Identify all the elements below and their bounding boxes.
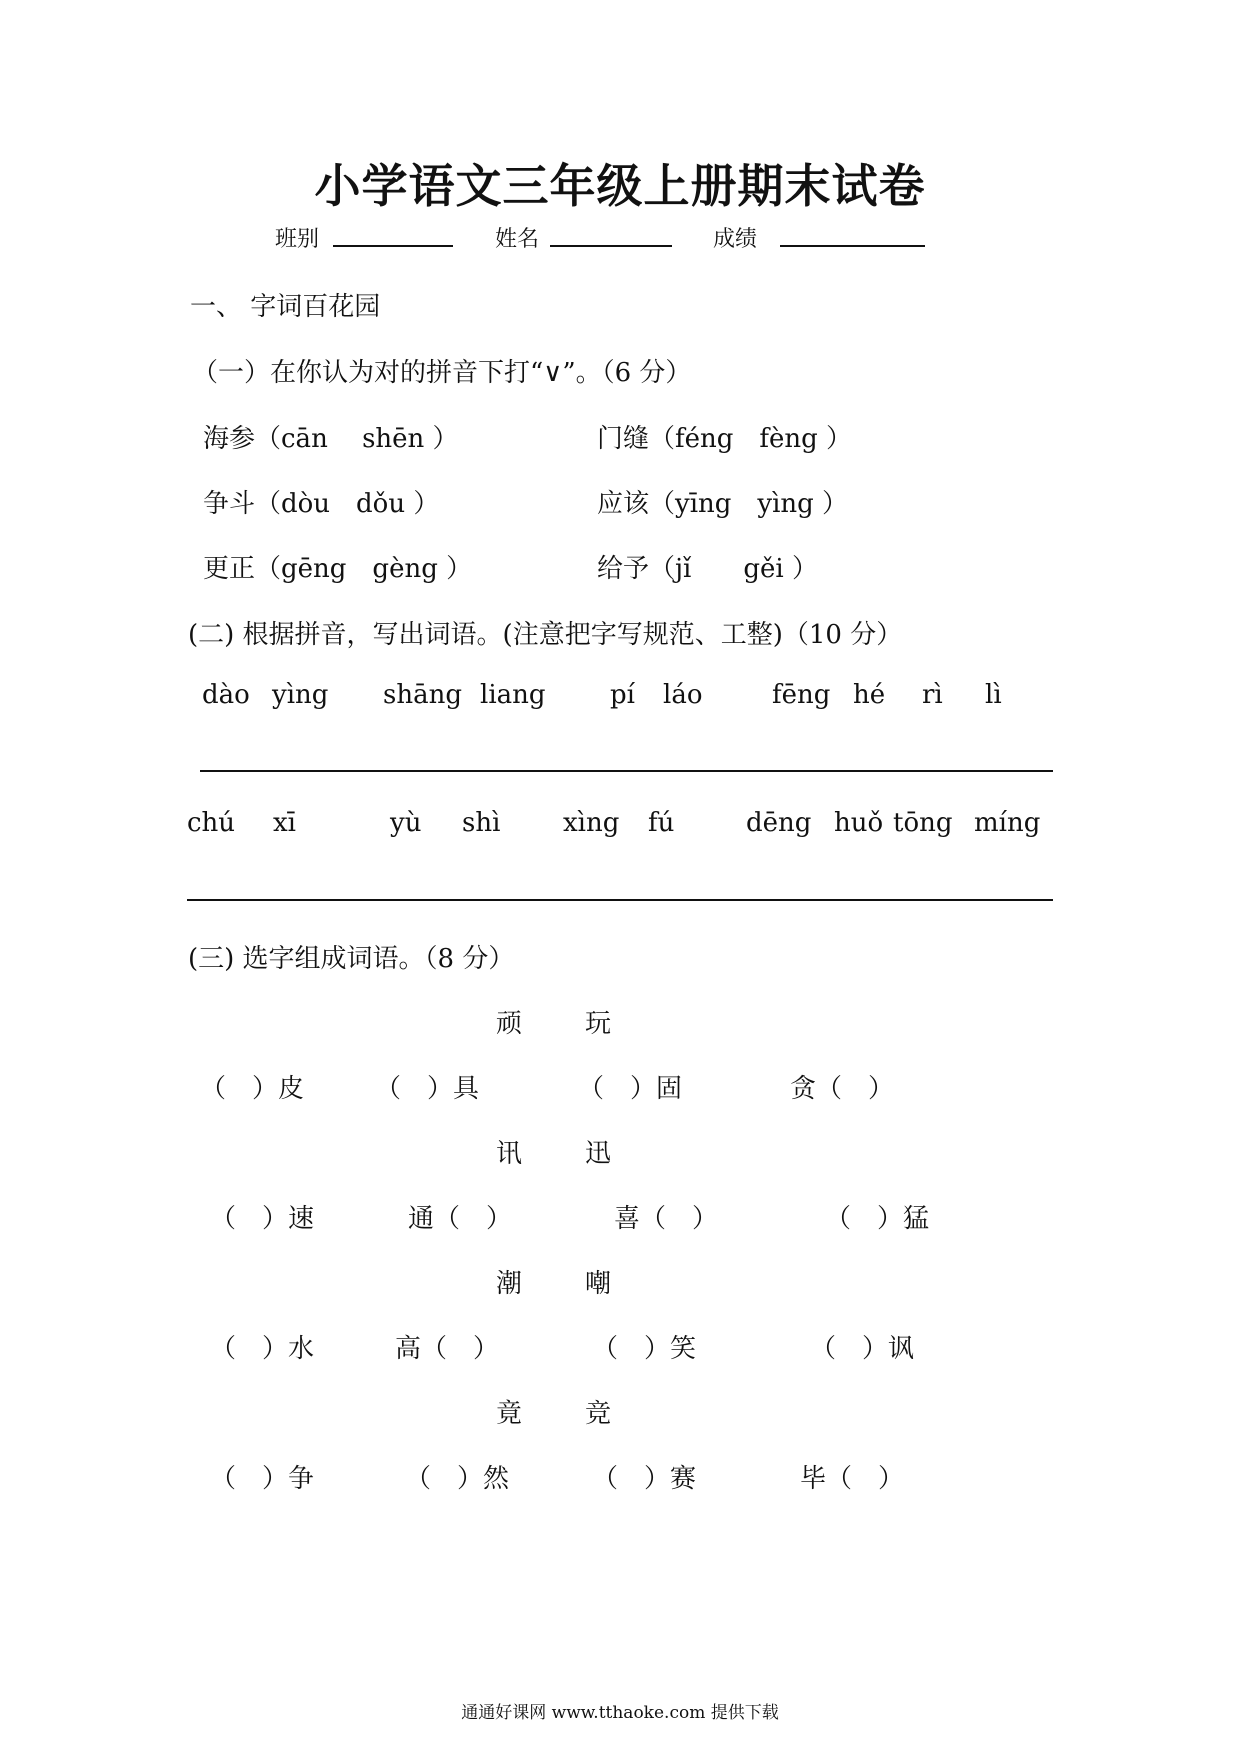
pinyin-syllable: fú: [648, 808, 675, 838]
fill-item[interactable]: （ ）固: [578, 1074, 683, 1104]
name-label: 姓名: [495, 227, 540, 252]
fill-item[interactable]: （ ）赛: [592, 1464, 697, 1494]
fill-item[interactable]: 毕（ ）: [800, 1464, 905, 1494]
pinyin-syllable: rì: [922, 680, 943, 710]
pinyin-syllable: pí: [610, 680, 635, 710]
q1-heading: （一）在你认为对的拼音下打“∨”。（6 分）: [192, 358, 692, 388]
pinyin-syllable: míng: [974, 808, 1041, 838]
fill-item[interactable]: （ ）水: [210, 1334, 315, 1364]
class-blank[interactable]: [333, 245, 453, 247]
fill-item[interactable]: （ ）猛: [825, 1204, 930, 1234]
fill-item[interactable]: （ ）讽: [810, 1334, 915, 1364]
pinyin-syllable: lì: [985, 680, 1002, 710]
char-choice: 竞: [585, 1399, 612, 1429]
pinyin-syllable: shāng: [383, 680, 462, 710]
pinyin-syllable: láo: [663, 680, 703, 710]
pinyin-syllable: xī: [273, 808, 296, 838]
char-choice: 嘲: [585, 1269, 612, 1299]
score-blank[interactable]: [780, 245, 925, 247]
q1-item: 争斗（dòu dǒu ）: [203, 489, 440, 519]
char-choice: 讯: [496, 1139, 523, 1169]
pinyin-syllable: dào: [202, 680, 250, 710]
fill-item[interactable]: （ ）速: [210, 1204, 315, 1234]
q3-heading: (三) 选字组成词语。（8 分）: [188, 944, 515, 974]
char-choice: 迅: [585, 1139, 612, 1169]
fill-item[interactable]: （ ）皮: [200, 1074, 305, 1104]
q1-item: 门缝（féng fèng ）: [597, 424, 853, 454]
char-choice: 潮: [496, 1269, 523, 1299]
class-label: 班别: [275, 227, 320, 252]
pinyin-syllable: yù: [390, 808, 422, 838]
q1-item: 给予（jǐ gěi ）: [597, 554, 818, 584]
answer-line[interactable]: [187, 899, 1053, 901]
pinyin-syllable: liang: [480, 680, 546, 710]
pinyin-syllable: chú: [187, 808, 236, 838]
name-blank[interactable]: [550, 245, 672, 247]
char-choice: 玩: [585, 1009, 612, 1039]
pinyin-syllable: hé: [853, 680, 886, 710]
char-choice: 顽: [496, 1009, 523, 1039]
q1-item: 海参（cān shēn ）: [203, 424, 459, 454]
char-choice: 竟: [496, 1399, 523, 1429]
q1-item: 更正（gēng gèng ）: [203, 554, 473, 584]
pinyin-syllable: fēng: [772, 680, 831, 710]
fill-item[interactable]: 喜（ ）: [614, 1204, 719, 1234]
score-label: 成绩: [713, 227, 758, 252]
fill-item[interactable]: （ ）争: [210, 1464, 315, 1494]
pinyin-syllable: dēng: [746, 808, 812, 838]
footer-credit: 通通好课网 www.tthaoke.com 提供下载: [461, 1703, 779, 1723]
pinyin-syllable: tōng: [893, 808, 953, 838]
fill-item[interactable]: （ ）具: [375, 1074, 480, 1104]
part1-heading: 一、 字词百花园: [190, 292, 381, 322]
pinyin-syllable: yìng: [272, 680, 329, 710]
fill-item[interactable]: （ ）然: [405, 1464, 510, 1494]
q2-heading: (二) 根据拼音，写出词语。(注意把字写规范、工整)（10 分）: [188, 620, 903, 650]
pinyin-syllable: shì: [462, 808, 501, 838]
fill-item[interactable]: 通（ ）: [408, 1204, 513, 1234]
pinyin-syllable: xìng: [563, 808, 620, 838]
fill-item[interactable]: 贪（ ）: [790, 1074, 895, 1104]
fill-item[interactable]: （ ）笑: [592, 1334, 697, 1364]
q1-item: 应该（yīng yìng ）: [597, 489, 849, 519]
fill-item[interactable]: 高（ ）: [395, 1334, 500, 1364]
page-title: 小学语文三年级上册期末试卷: [314, 159, 926, 213]
pinyin-syllable: huǒ: [834, 808, 884, 838]
answer-line[interactable]: [200, 770, 1053, 772]
